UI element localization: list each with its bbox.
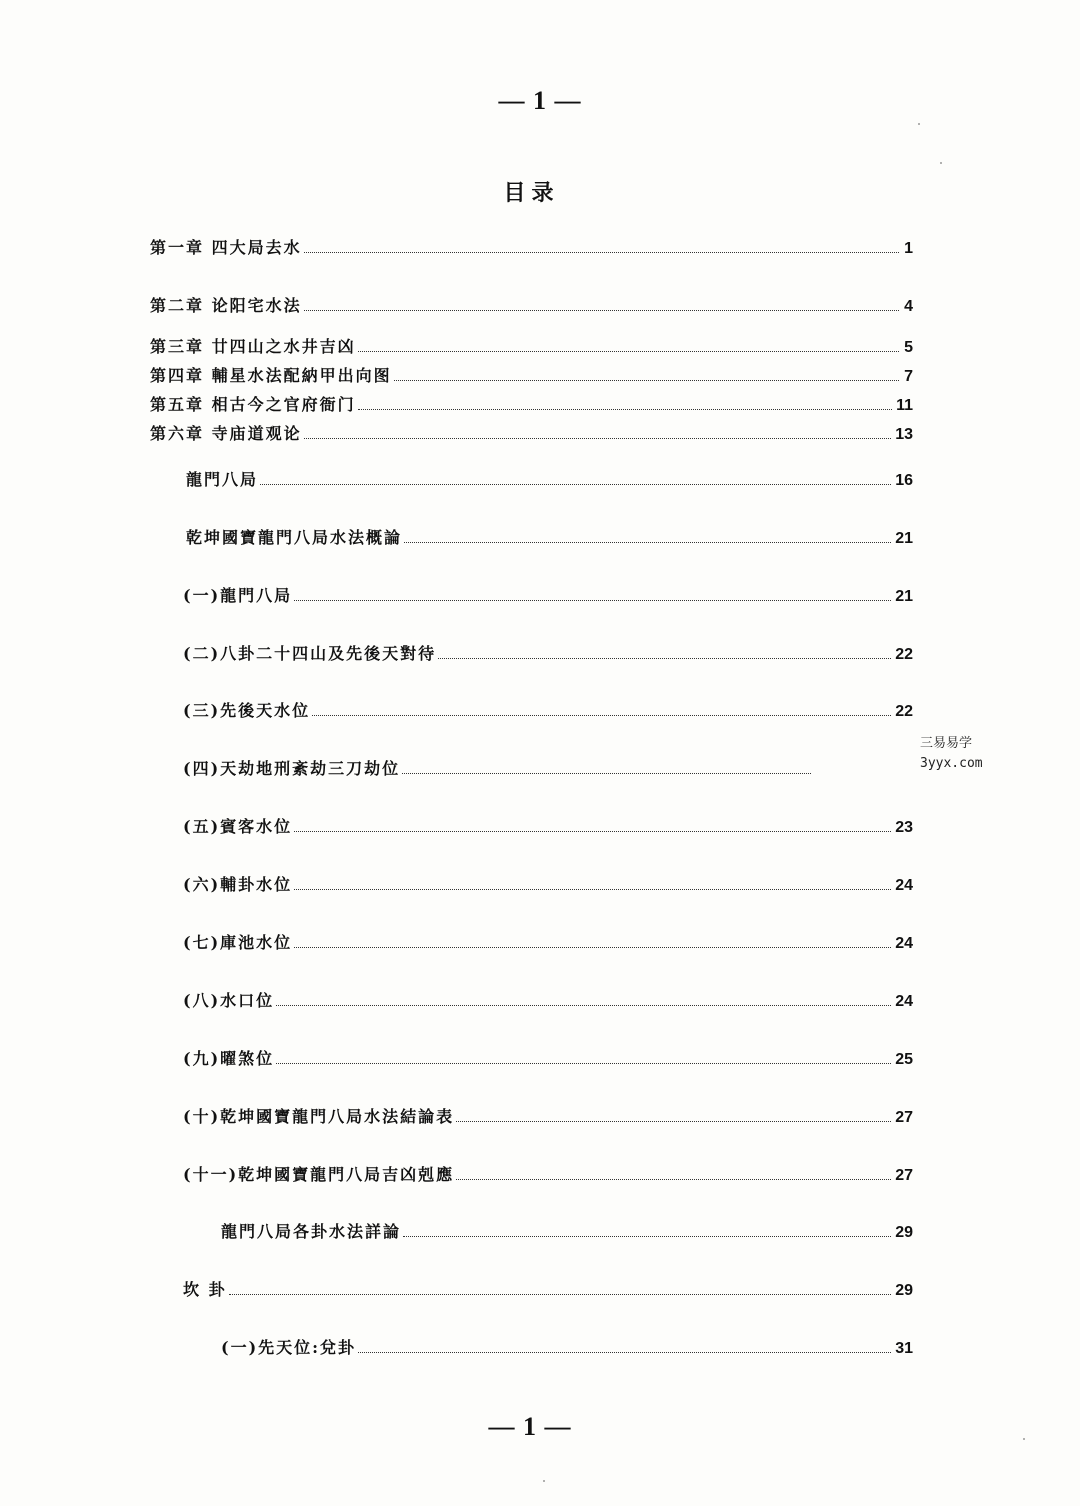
- toc-entry[interactable]: [150, 294, 913, 316]
- toc-entry-label: (五)賓客水位: [183, 817, 293, 836]
- toc-entry-page: 22: [895, 646, 913, 663]
- leader-dots: [304, 252, 899, 253]
- toc-entry-page: 21: [895, 530, 913, 547]
- leader-dots: [456, 1121, 891, 1122]
- toc-entry-label: (七)庫池水位: [183, 933, 293, 952]
- watermark-name: 三易易学: [920, 736, 973, 751]
- leader-dots: [229, 1294, 892, 1295]
- toc-entry-page: 11: [896, 397, 913, 414]
- leader-dots: [438, 658, 891, 659]
- toc-entry-page: 23: [895, 819, 913, 836]
- toc-entry-label: 第二章 论阳宅水法: [150, 296, 302, 315]
- toc-entry-label: (二)八卦二十四山及先後天對待: [183, 644, 437, 663]
- toc-entry[interactable]: [221, 1336, 913, 1358]
- toc-entry-page: 31: [895, 1340, 913, 1357]
- toc-entry-page: 25: [895, 1051, 913, 1068]
- leader-dots: [404, 542, 891, 543]
- scan-speck: [1023, 1438, 1025, 1440]
- toc-entry[interactable]: [183, 642, 913, 664]
- toc-entry[interactable]: [183, 1105, 913, 1127]
- toc-entry-page: 21: [895, 588, 913, 605]
- toc-entry-label: (十)乾坤國寶龍門八局水法結論表: [183, 1107, 455, 1126]
- toc-entry[interactable]: [150, 335, 913, 357]
- leader-dots: [304, 438, 892, 439]
- leader-dots: [403, 1236, 891, 1237]
- toc-entry[interactable]: [183, 1163, 913, 1185]
- toc-entry-label: 第六章 寺庙道观论: [150, 424, 302, 443]
- toc-entry[interactable]: [183, 931, 913, 953]
- toc-entry-page: 13: [895, 426, 913, 443]
- leader-dots: [294, 600, 891, 601]
- leader-dots: [456, 1179, 891, 1180]
- toc-entry-label: (十一)乾坤國寶龍門八局吉凶剋應: [183, 1165, 455, 1184]
- toc-entry-label: (三)先後天水位: [183, 701, 311, 720]
- toc-entry-label: (一)先天位:兌卦: [221, 1338, 357, 1357]
- leader-dots: [304, 310, 899, 311]
- toc-entry[interactable]: [183, 989, 913, 1011]
- watermark-url: 3yyx.com: [920, 756, 983, 771]
- toc-entry[interactable]: [150, 236, 913, 258]
- toc-entry[interactable]: [150, 393, 913, 415]
- leader-dots: [394, 380, 899, 381]
- toc-entry-label: 龍門八局各卦水法詳論: [221, 1222, 402, 1241]
- toc-entry-page: 1: [904, 240, 913, 257]
- toc-entry[interactable]: [150, 364, 913, 386]
- toc-entry[interactable]: [183, 584, 913, 606]
- toc-entry-page: 27: [895, 1109, 913, 1126]
- leader-dots: [358, 351, 899, 352]
- toc-entry-label: (一)龍門八局: [183, 586, 293, 605]
- toc-entry[interactable]: [183, 873, 913, 895]
- toc-entry-page: 22: [895, 703, 913, 720]
- toc-entry-label: 第四章 輔星水法配納甲出向图: [150, 366, 392, 385]
- site-watermark: [920, 734, 983, 774]
- toc-entry-label: 第一章 四大局去水: [150, 238, 302, 257]
- toc-entry-label: 坎 卦: [183, 1280, 227, 1299]
- toc-entry-page: 29: [895, 1282, 913, 1299]
- leader-dots: [294, 831, 891, 832]
- toc-entry-page: 7: [904, 368, 913, 385]
- toc-entry-page: 24: [895, 877, 913, 894]
- toc-entry[interactable]: [183, 757, 825, 779]
- leader-dots: [276, 1005, 891, 1006]
- footer-page-number: — 1 —: [488, 1412, 572, 1441]
- leader-dots: [294, 889, 891, 890]
- toc-entry[interactable]: [186, 468, 913, 490]
- toc-entry-label: (九)曜煞位: [183, 1049, 275, 1068]
- toc-entry-page: 24: [895, 993, 913, 1010]
- toc-entry-page: 5: [904, 339, 913, 356]
- scan-speck: [543, 1480, 545, 1482]
- leader-dots: [402, 773, 811, 774]
- scan-speck: [940, 162, 942, 164]
- leader-dots: [358, 409, 893, 410]
- toc-entry[interactable]: [183, 815, 913, 837]
- toc-entry[interactable]: [183, 1047, 913, 1069]
- toc-entry-page: 29: [895, 1224, 913, 1241]
- leader-dots: [276, 1063, 891, 1064]
- leader-dots: [312, 715, 891, 716]
- toc-entry[interactable]: [183, 1278, 913, 1300]
- leader-dots: [358, 1352, 891, 1353]
- toc-entry-label: 龍門八局: [186, 470, 259, 489]
- toc-entry-label: (六)輔卦水位: [183, 875, 293, 894]
- header-page-number: — 1 —: [498, 86, 582, 115]
- leader-dots: [260, 484, 891, 485]
- toc-entry[interactable]: [221, 1220, 913, 1242]
- toc-entry[interactable]: [150, 422, 913, 444]
- toc-entry[interactable]: [183, 699, 913, 721]
- toc-entry-label: 第三章 廿四山之水井吉凶: [150, 337, 356, 356]
- toc-entry-label: (四)天劫地刑紊劫三刀劫位: [183, 759, 401, 778]
- toc-entry-page: 4: [904, 298, 913, 315]
- toc-entry-page: 16: [895, 472, 913, 489]
- toc-entry-label: 第五章 相古今之官府衙门: [150, 395, 356, 414]
- toc-entry-label: 乾坤國寶龍門八局水法概論: [186, 528, 403, 547]
- toc-entry-page: 24: [895, 935, 913, 952]
- toc-entry[interactable]: [186, 526, 913, 548]
- leader-dots: [294, 947, 891, 948]
- toc-entry-page: 27: [895, 1167, 913, 1184]
- toc-title: 目录: [503, 180, 560, 206]
- toc-entry-label: (八)水口位: [183, 991, 275, 1010]
- scan-speck: [918, 123, 920, 125]
